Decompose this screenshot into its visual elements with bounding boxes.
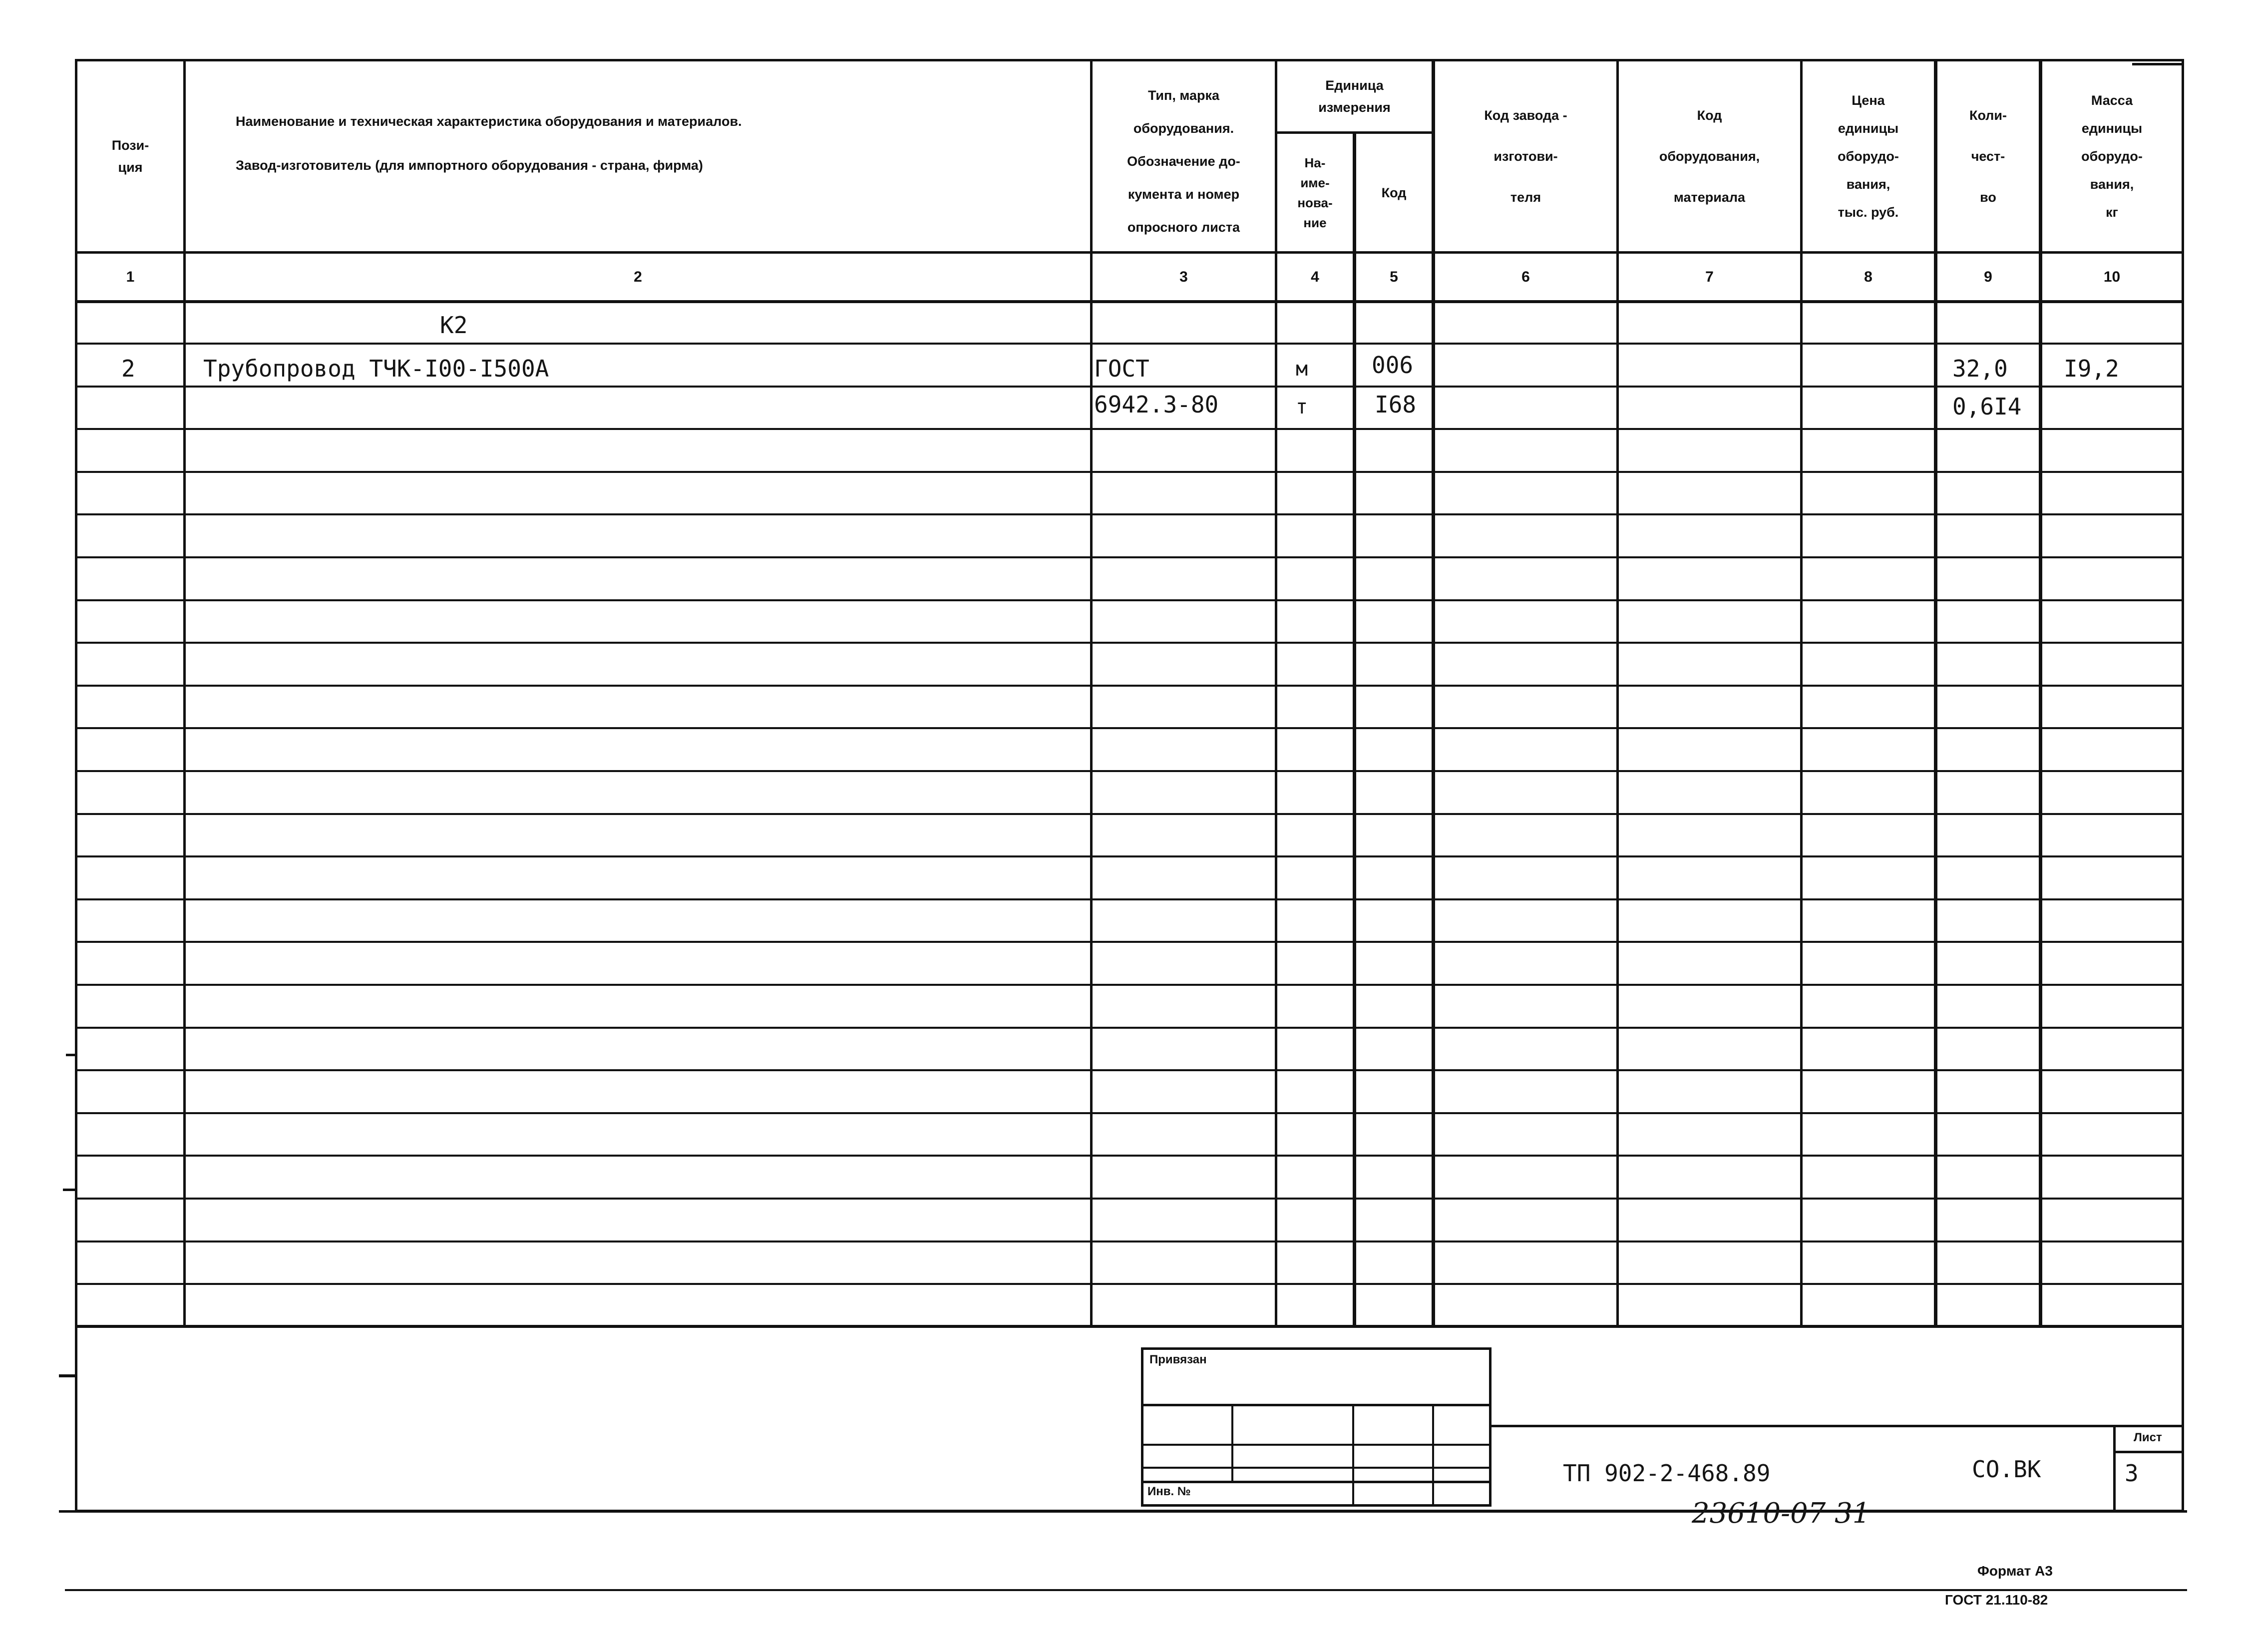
sheet-box-line [2116,1451,2182,1453]
row3-unit-code: I68 [1375,391,1417,418]
col-number-2: 2 [634,268,642,285]
row-line [77,727,2182,729]
row-line [77,386,2182,388]
header-line [77,300,2182,303]
row-line [77,984,2182,986]
stamp-line [1231,1404,1233,1481]
col-number-4: 4 [1311,268,1319,285]
row-line [77,770,2182,772]
col-number-9: 9 [1984,268,1992,285]
stamp-line [1143,1444,1489,1446]
row-line [77,471,2182,473]
header-type-mark: Тип, марка оборудования. Обозначение до- кумента и номер опросного листа [1127,88,1240,235]
row1-name: К2 [440,312,468,339]
row-line [77,1198,2182,1200]
row2-name: Трубопровод ТЧК-I00-I500А [203,355,549,382]
format-label: Формат А3 [1977,1563,2053,1579]
outer-border-line [65,1589,2187,1591]
doc-code: ТП 902-2-468.89 [1563,1460,1771,1487]
row3-unit: т [1296,396,1308,418]
header-equipment-code: Код оборудования, материала [1659,108,1760,205]
privyazan-label: Привязан [1149,1353,1207,1366]
header-unit-name: На- име- нова- ние [1297,155,1333,230]
row-line [77,1240,2182,1242]
handwritten-number: 23610-07 31 [1692,1497,1870,1530]
row-line [77,642,2182,644]
header-position: Пози- ция [111,138,149,175]
row-line [77,813,2182,815]
row-line [77,1027,2182,1029]
edge-tick [2132,63,2184,65]
row-line [77,1283,2182,1285]
col-number-10: 10 [2103,268,2121,285]
edge-tick [63,1189,75,1191]
stamp-line [1432,1404,1434,1507]
section-code: СО.ВК [1972,1456,2041,1483]
row2-unit-code: 006 [1372,352,1414,379]
title-block-privyazan [1141,1347,1492,1507]
edge-tick [59,1374,75,1377]
col-number-3: 3 [1179,268,1188,285]
stamp-top-line [1492,1425,2182,1427]
gost-label: ГОСТ 21.110-82 [1945,1592,2048,1608]
header-unit-code: Код [1381,185,1407,200]
header-name-line1: Наименование и техническая характеристика оборудования и материалов. [236,114,742,129]
row-line [77,1069,2182,1071]
row3-quantity: 0,6I4 [1952,393,2022,420]
header-quantity: Коли- чест- во [1969,108,2007,205]
row2-type: ГОСТ [1094,355,1149,382]
header-unit-mass: Масса единицы оборудо- вания, кг [2081,93,2143,220]
row2-position: 2 [121,355,135,382]
row3-type: 6942.3-80 [1094,391,1219,418]
row-line [77,941,2182,943]
edge-tick [66,1054,75,1056]
stamp-line [1143,1481,1489,1483]
header-unit-price: Цена единицы оборудо- вания, тыс. руб. [1838,93,1899,220]
row-line [77,428,2182,430]
col-number-7: 7 [1705,268,1714,285]
row-line [77,343,2182,345]
row-line [77,1112,2182,1114]
specification-table [75,59,2184,1512]
row-line [77,898,2182,900]
stamp-line [1143,1467,1489,1469]
sheet-box [2113,1425,2182,1510]
stamp-line [1352,1404,1354,1507]
col-number-1: 1 [126,268,135,285]
sheet-number: 3 [2125,1460,2139,1487]
row-line [77,556,2182,558]
row-line [77,599,2182,601]
row-line [77,855,2182,857]
table-bottom-line [77,1325,2182,1328]
row2-mass: I9,2 [2064,355,2119,382]
row-line [77,1155,2182,1157]
header-name-line2: Завод-изготовитель (для импортного оборудования - страна, фирма) [236,158,703,173]
inv-no-label: Инв. № [1147,1485,1191,1498]
sheet-label: Лист [2134,1431,2162,1444]
row-line [77,513,2182,515]
col-number-8: 8 [1864,268,1872,285]
col-number-6: 6 [1521,268,1530,285]
row2-unit: м [1296,358,1308,381]
header-unit-group: Единица измерения [1318,78,1391,115]
stamp-line [1143,1404,1489,1406]
header-factory-code: Код завода - изготови- теля [1484,108,1567,205]
col-number-5: 5 [1390,268,1398,285]
row2-quantity: 32,0 [1952,355,2008,382]
row-line [77,685,2182,687]
